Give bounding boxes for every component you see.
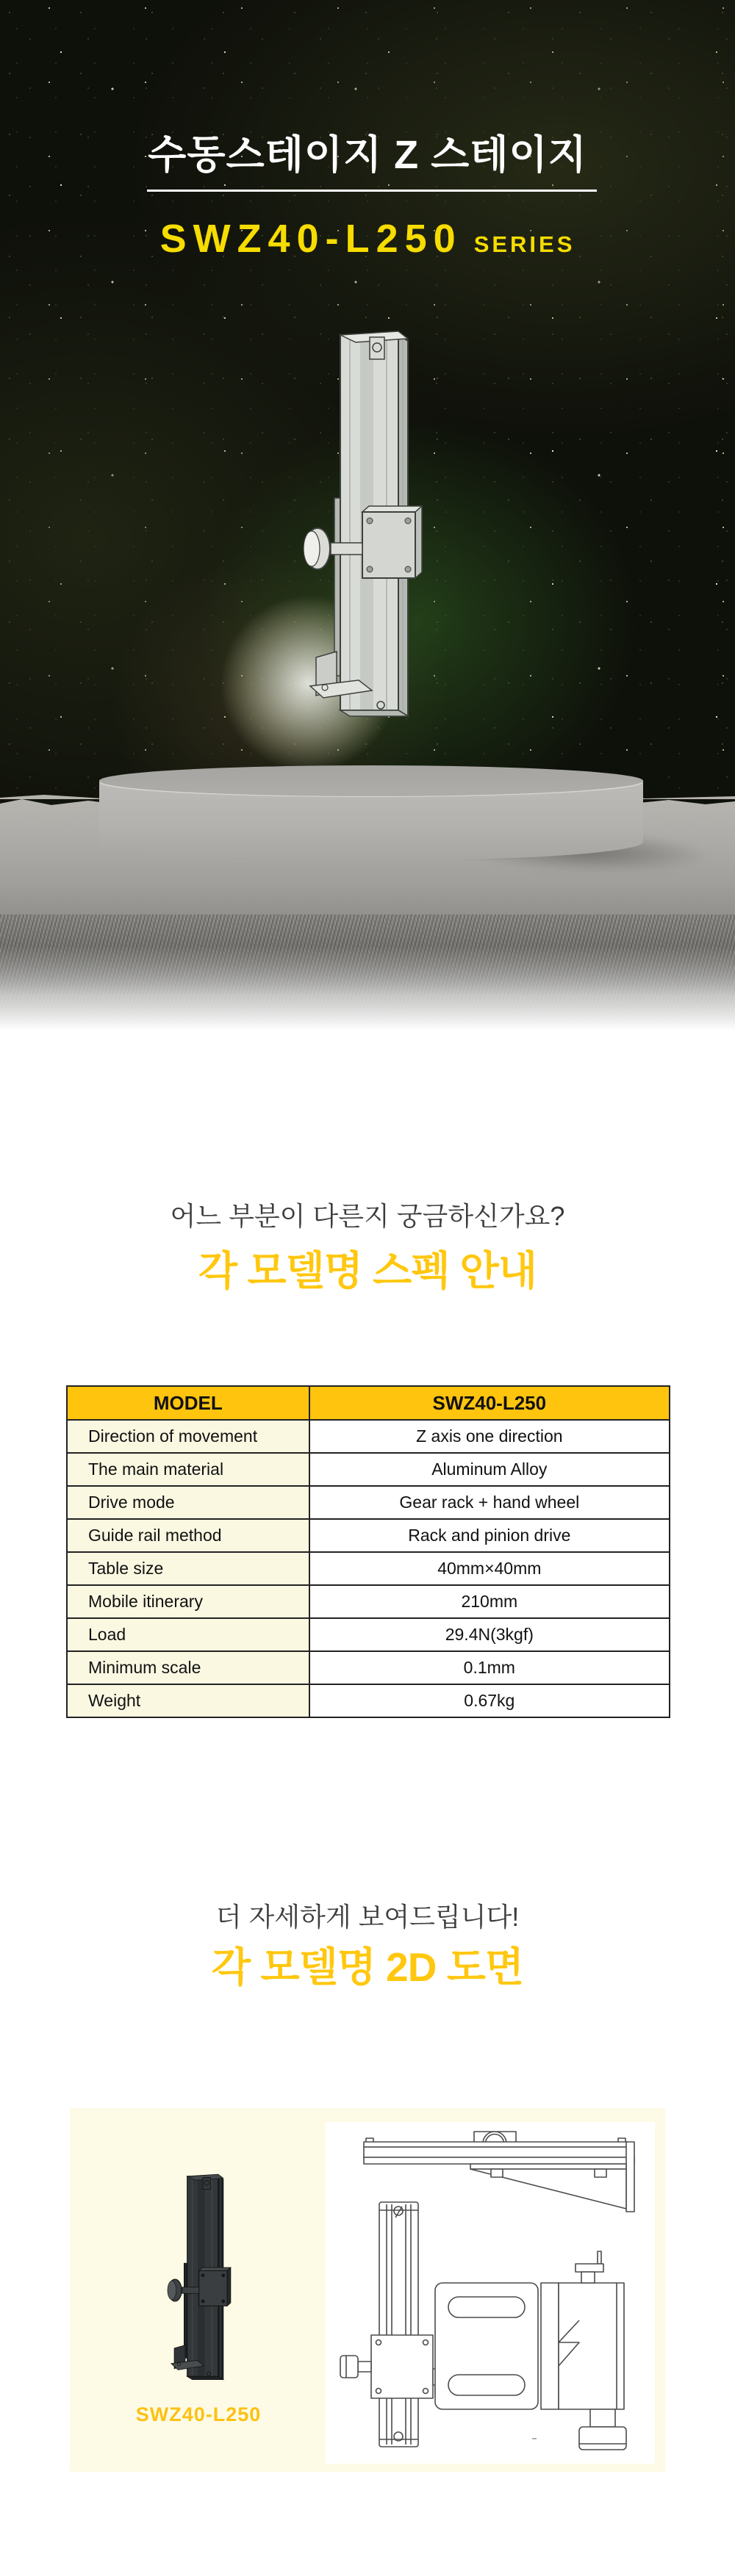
row-value: 29.4N(3kgf): [309, 1618, 670, 1651]
top-view-slot-upper: [448, 2297, 525, 2317]
row-value: Aluminum Alloy: [309, 1453, 670, 1486]
top-view-knob: [579, 2427, 626, 2450]
table-row: [67, 1684, 670, 1717]
top-view-screw-stem: [581, 2272, 595, 2283]
front-view-knob: [340, 2356, 358, 2378]
spec-table: [66, 1385, 670, 1718]
hero-section: [0, 0, 735, 1036]
drawing-section-heading: 각 모델명 2D 도면: [212, 1944, 523, 1990]
row-label: Weight: [67, 1684, 309, 1717]
row-label: Drive mode: [67, 1486, 309, 1519]
spec-section-heading: 각 모델명 스펙 안내: [198, 1248, 537, 1294]
top-view-slot-lower: [448, 2375, 525, 2395]
top-view-body: [559, 2283, 624, 2409]
row-value: 210mm: [309, 1585, 670, 1618]
row-label: Direction of movement: [67, 1420, 309, 1453]
drawing-section-lead: 더 자세하게 보여드립니다!: [215, 1902, 520, 1932]
side-view-rail-top: [364, 2142, 628, 2147]
model-name: SWZ40-L250: [159, 217, 462, 261]
table-row: [67, 1453, 670, 1486]
row-label: Minimum scale: [67, 1651, 309, 1684]
top-view-pin: [598, 2251, 601, 2264]
model-value-cell: SWZ40-L250: [309, 1386, 670, 1420]
bottom-fade: [0, 946, 735, 1036]
top-view-shaft: [590, 2409, 615, 2427]
row-value: 0.67kg: [309, 1684, 670, 1717]
z-stage-product-image: [293, 325, 447, 751]
row-value: 40mm×40mm: [309, 1552, 670, 1585]
spec-section-lead: 어느 부분이 다른지 궁금하신가요?: [170, 1201, 565, 1231]
2d-drawing-panel: [326, 2122, 655, 2464]
row-label: The main material: [67, 1453, 309, 1486]
podium-top: [99, 765, 643, 796]
front-view-shaft: [358, 2362, 371, 2372]
row-value: Z axis one direction: [309, 1420, 670, 1453]
top-view-rail-strip: [541, 2283, 559, 2409]
table-row: [67, 1420, 670, 1453]
side-view-rail-flange: [364, 2157, 634, 2164]
row-label: Mobile itinerary: [67, 1585, 309, 1618]
table-row: [67, 1552, 670, 1585]
series-title: [0, 216, 735, 261]
row-label: Load: [67, 1618, 309, 1651]
row-value: 0.1mm: [309, 1651, 670, 1684]
table-row: [67, 1585, 670, 1618]
model-label: SWZ40-L250: [135, 2403, 262, 2425]
side-view-rail-body: [364, 2147, 628, 2157]
drawing-showcase-panel: [70, 2108, 665, 2472]
row-label: Guide rail method: [67, 1519, 309, 1552]
table-row: [67, 1486, 670, 1519]
table-header-row: [67, 1386, 670, 1420]
row-value: Rack and pinion drive: [309, 1519, 670, 1552]
table-row: [67, 1651, 670, 1684]
top-view-screw-cap: [576, 2264, 603, 2272]
series-suffix: SERIES: [473, 231, 576, 257]
row-value: Gear rack + hand wheel: [309, 1486, 670, 1519]
front-view-rail: [379, 2202, 418, 2447]
z-stage-product-image-dark: [162, 2171, 244, 2398]
title-divider: [147, 190, 597, 192]
page-title: 수동스테이지 Z 스테이지: [148, 133, 587, 177]
side-view-end-plate: [626, 2142, 634, 2212]
2d-cad-drawings: [326, 2122, 655, 2464]
model-header-cell: MODEL: [67, 1386, 309, 1420]
table-row: [67, 1618, 670, 1651]
table-row: [67, 1519, 670, 1552]
row-label: Table size: [67, 1552, 309, 1585]
